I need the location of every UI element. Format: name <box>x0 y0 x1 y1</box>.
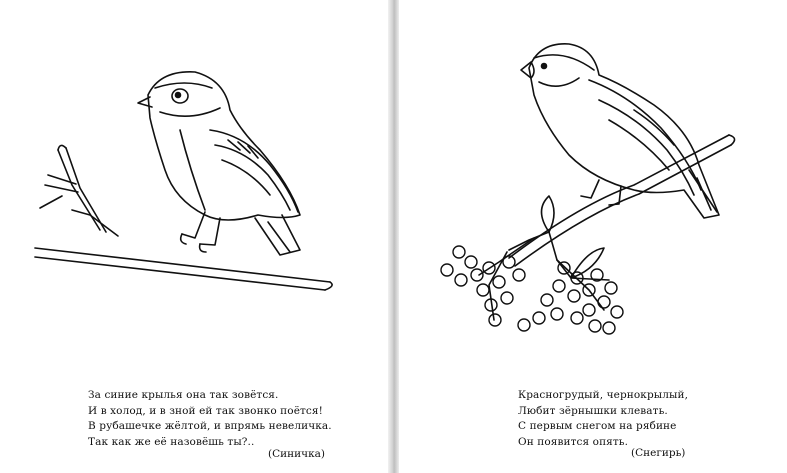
poem-line: За синие крылья она так зовётся. <box>88 389 279 401</box>
poem-line: Так как же её назовёшь ты?.. <box>88 435 255 448</box>
poem-line: Красногрудый, чернокрылый, <box>518 389 689 401</box>
titmouse-illustration <box>0 0 388 380</box>
poem-line: С первым снегом на рябине <box>518 420 677 432</box>
poem-line: Любит зёрнышки клевать. <box>518 404 668 417</box>
book-gutter <box>388 0 399 473</box>
bullfinch-poem <box>518 388 688 450</box>
right-page <box>399 0 787 473</box>
poem-line: Он появится опять. <box>518 435 629 448</box>
bullfinch-answer: (Снегирь) <box>631 447 686 459</box>
poem-line: В рубашечке жёлтой, и впрямь невеличка. <box>88 420 332 432</box>
poem-line: И в холод, и в зной ей так звонко поётся! <box>88 404 323 417</box>
bullfinch-illustration <box>399 0 787 380</box>
titmouse-poem <box>88 388 332 450</box>
left-page <box>0 0 388 473</box>
titmouse-answer: (Синичка) <box>268 448 325 460</box>
